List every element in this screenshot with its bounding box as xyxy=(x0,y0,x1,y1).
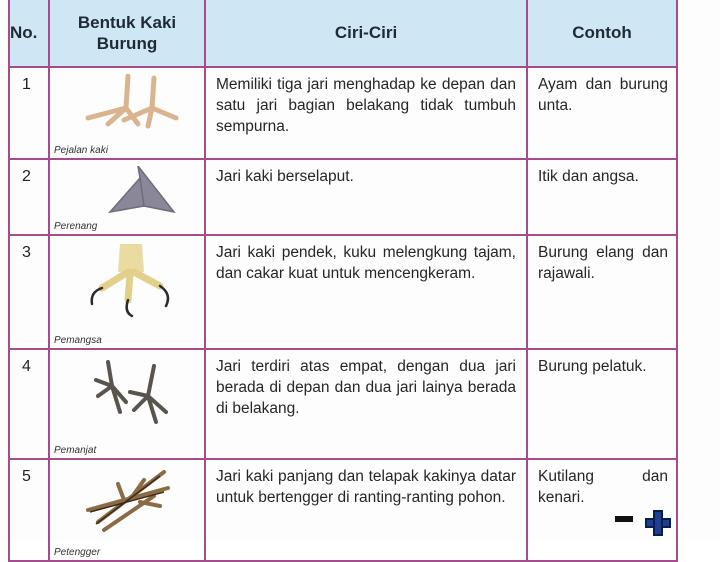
minus-icon[interactable] xyxy=(615,516,633,522)
example-cell: Burung pelatuk. xyxy=(527,349,677,459)
row-number: 2 xyxy=(9,159,49,235)
characteristics-cell: Memiliki tiga jari menghadap ke depan dan satu jari bagian belakang tidak tumbuh sempurna. xyxy=(205,67,527,159)
plus-icon[interactable] xyxy=(645,510,671,536)
header-bentuk-line2: Burung xyxy=(96,34,158,53)
walking-bird-foot-icon xyxy=(68,74,188,130)
foot-image-cell xyxy=(49,349,205,459)
climbing-foot-icon xyxy=(68,356,188,432)
talon-foot-icon xyxy=(68,242,188,322)
header-contoh: Contoh xyxy=(527,0,677,67)
row-number: 5 xyxy=(9,459,49,561)
header-bentuk-line1: Bentuk Kaki xyxy=(77,13,177,32)
table-row xyxy=(9,67,677,159)
row-number: 3 xyxy=(9,235,49,349)
foot-image-cell xyxy=(49,159,205,235)
characteristics-cell: Jari kaki panjang dan telapak kakinya datar untuk bertengger di ranting-ranting pohon. xyxy=(205,459,527,561)
row-number: 4 xyxy=(9,349,49,459)
header-ciri-ciri: Ciri-Ciri xyxy=(205,0,527,67)
foot-label: Pejalan kaki xyxy=(54,145,108,156)
foot-label: Pemangsa xyxy=(54,335,102,346)
row-number: 1 xyxy=(9,67,49,159)
header-bentuk-kaki xyxy=(49,0,205,67)
foot-label: Pemanjat xyxy=(54,445,97,456)
example-cell: Kutilang dan kenari. xyxy=(527,459,677,561)
foot-image-cell xyxy=(49,459,205,561)
example-cell: Ayam dan burung unta. xyxy=(527,67,677,159)
table-row xyxy=(9,159,677,235)
foot-label: Petengger xyxy=(54,547,101,558)
webbed-foot-icon xyxy=(68,166,188,218)
example-cell: Burung elang dan rajawali. xyxy=(527,235,677,349)
characteristics-cell: Jari terdiri atas empat, dengan dua jari berada di depan dan dua jari lainya berada di belakang. xyxy=(205,349,527,459)
header-no: No. xyxy=(9,0,49,67)
example-cell: Itik dan angsa. xyxy=(527,159,677,235)
table-row xyxy=(9,349,677,459)
foot-image-cell xyxy=(49,235,205,349)
table-row xyxy=(9,459,677,561)
table-header-row xyxy=(9,0,677,67)
zoom-controls xyxy=(613,508,675,538)
bird-feet-table xyxy=(8,0,678,562)
perching-foot-icon xyxy=(68,466,188,536)
table-row xyxy=(9,235,677,349)
characteristics-cell: Jari kaki berselaput. xyxy=(205,159,527,235)
foot-label: Perenang xyxy=(54,221,98,232)
foot-image-cell xyxy=(49,67,205,159)
characteristics-cell: Jari kaki pendek, kuku melengkung tajam, dan cakar kuat untuk mencengkeram. xyxy=(205,235,527,349)
